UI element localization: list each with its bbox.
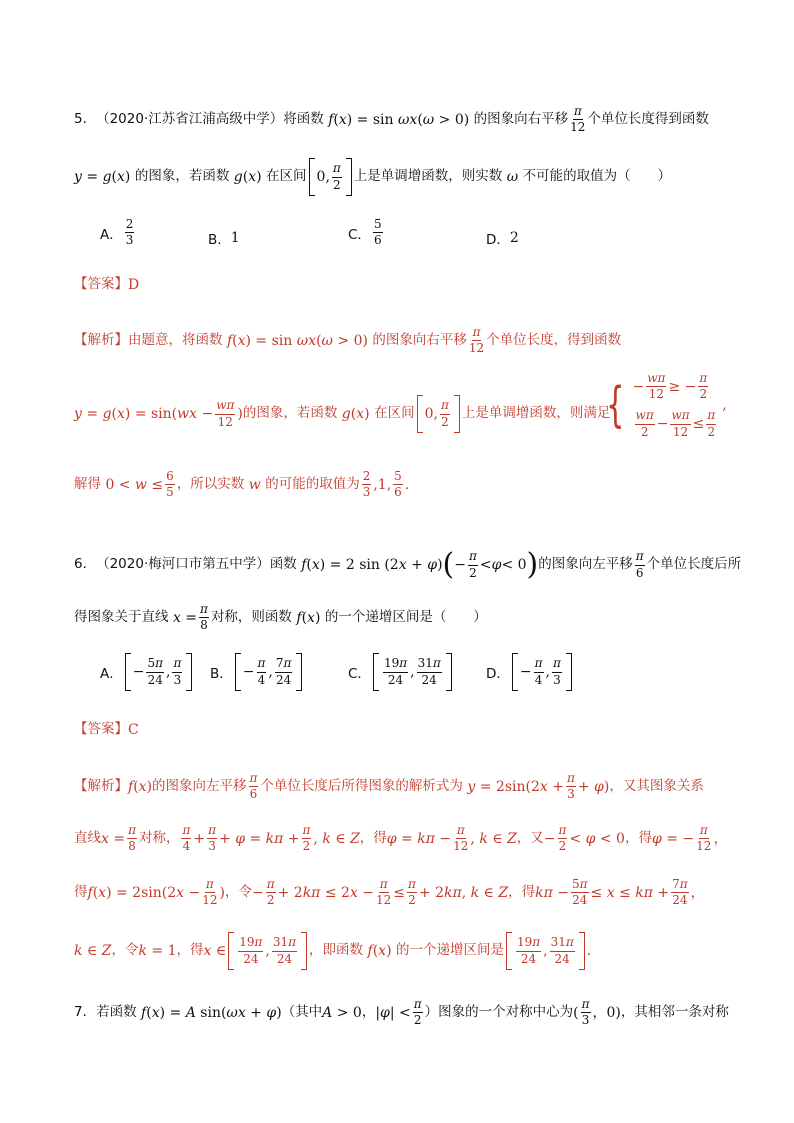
q5-inequality-system: { − $\frac{w\pi}{12}$ ≥ − $\frac{\pi}{2}$ $\frac{w\pi}{2}$ − $\frac{w\pi}{12}$ ≤ $\frac{\pi}{2}$ ,	[606, 371, 727, 439]
q6-analysis-line-1: 【解析】 f(x) 的图象向左平移 $\frac{\pi}{6}$ 个单位长度后所得图象的解析式为 y = 2sin(2x + $\frac{\pi}{3}$ + φ) ，又其图象关系	[74, 771, 704, 802]
q6-option-d: D． − $\frac{\pi}{4}$ , $\frac{\pi}{3}$	[486, 653, 574, 691]
q6-analysis-line-2: 直线 x = $\frac{\pi}{8}$ 对称， $\frac{\pi}{4}$ + $\frac{\pi}{3}$ + φ = kπ + $\frac{\pi}{2}$ , k ∈ Z ，得 φ = kπ − $\frac{\pi}{12}$ , k ∈ Z ，又 − $\frac{\pi}{2}$ < φ < 0 ，得 φ = − $\frac{\pi}{12}$ ，	[74, 823, 728, 854]
q6-answer: 【答案】 C	[74, 721, 139, 738]
q5-analysis-line-1: 【解析】 由题意，将函数 f(x) = sin ωx(ω > 0) 的图象向右平移 $\frac{\pi}{12}$ 个单位长度，得到函数	[74, 325, 622, 356]
q5-interval: 0, $\frac{\pi}{2}$	[307, 158, 354, 196]
q5-analysis-line-3: 解得 0 < w ≤ $\frac{6}{5}$ ，所以实数 w 的可能的取值为 $\frac{2}{3}$ ,1, $\frac{5}{6}$ .	[74, 469, 410, 500]
q5-frac-pi-12: $\frac{\pi}{12}$	[570, 104, 586, 135]
q7-line-1: 7． 若函数 f(x) = A sin(ωx + φ) （其中 A > 0 ， |φ| < $\frac{\pi}{2}$ ）图象的一个对称中心为 ( $\frac{\pi}{3}$ ，0) ，其相邻一条对称	[74, 997, 729, 1028]
q5-analysis-line-2: y = g(x) = sin(wx − $\frac{w\pi}{12}$ ) 的图象，若函数 g(x) 在区间 0, $\frac{\pi}{2}$ 上是单调增函数，则满足	[74, 395, 610, 433]
q5-answer: 【答案】 D	[74, 276, 140, 293]
q5-option-a: A． $\frac{2}{3}$	[100, 217, 134, 248]
q5-option-b: B． 1	[208, 230, 240, 248]
q7-number: 7．	[74, 1003, 97, 1020]
q5-source: （2020·江苏省江浦高级中学）	[96, 110, 284, 127]
q6-number: 6．	[74, 556, 97, 573]
q6-analysis-line-3: 得 f(x) = 2sin(2x − $\frac{\pi}{12}$ ) ，令 − $\frac{\pi}{2}$ + 2kπ ≤ 2x − $\frac{\pi}{12}$ ≤ $\frac{\pi}{2}$ + 2kπ, k ∈ Z ，得 kπ − $\frac{5\pi}{24}$ ≤ x ≤ kπ + $\frac{7\pi}{24}$ ，	[74, 877, 705, 908]
q6-source: （2020·梅河口市第五中学）	[96, 556, 270, 573]
q5-number: 5．	[74, 110, 97, 127]
q6-option-c: C． $\frac{19\pi}{24}$ , $\frac{31\pi}{24}$	[348, 653, 454, 691]
q5-line-1: 5． （2020·江苏省江浦高级中学） 将函数 f(x) = sin ωx(ω > 0) 的图象向右平移 $\frac{\pi}{12}$ 个单位长度得到函数	[74, 104, 709, 135]
q6-line-2: 得图象关于直线 x = $\frac{\pi}{8}$ 对称，则函数 f(x) 的一个递增区间是（ ）	[74, 602, 487, 633]
q5-option-d: D． 2	[486, 230, 519, 248]
q5-option-c: C． $\frac{5}{6}$	[348, 217, 382, 248]
q5-line-2: y = g(x) 的图象，若函数 g(x) 在区间 0, $\frac{\pi}{2}$ 上是单调增函数，则实数 ω 不可能的取值为（ ）	[74, 158, 671, 196]
q6-option-a: A． − $\frac{5\pi}{24}$ , $\frac{\pi}{3}$	[100, 653, 194, 691]
q5-formula-f: f(x) = sin ωx(ω > 0)	[323, 111, 470, 128]
q6-option-b: B． − $\frac{\pi}{4}$ , $\frac{7\pi}{24}$	[210, 653, 304, 691]
q6-line-1: 6． （2020·梅河口市第五中学） 函数 f(x) = 2 sin (2x + φ) ( − $\frac{\pi}{2}$ < φ < 0 ) 的图象向左平移 $\frac{\pi}{6}$ 个单位长度后所	[74, 547, 742, 582]
q6-analysis-line-4: k ∈ Z ，令 k = 1 ，得 x ∈ $\frac{19\pi}{24}$ , $\frac{31\pi}{24}$ ，即函数 f(x) 的一个递增区间是 $\frac{19\pi}{24}$ , $\frac{31\pi}{24}$ .	[74, 932, 591, 970]
